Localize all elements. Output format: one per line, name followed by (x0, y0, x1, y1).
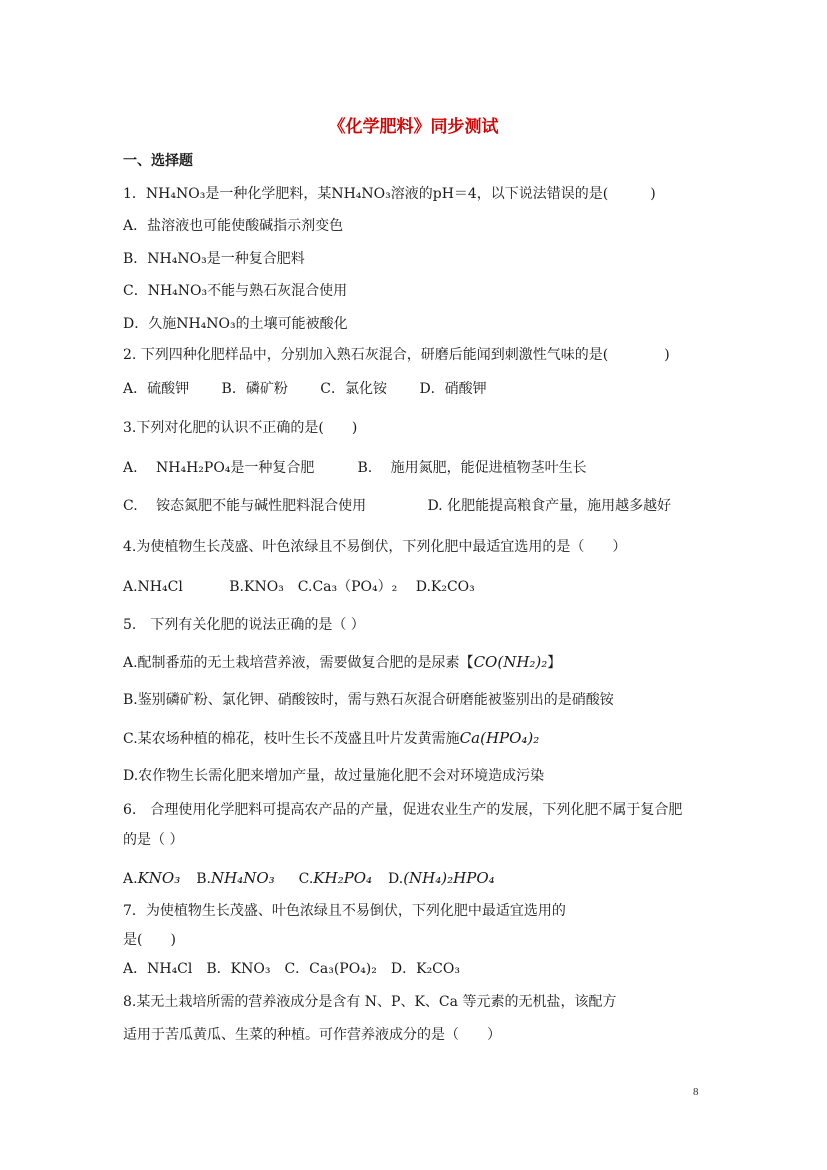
q6-option-d-formula: (NH₄)₂HPO₄ (403, 869, 495, 887)
q5-option-c-text: C.某农场种植的棉花，枝叶生长不茂盛且叶片发黄需施 (123, 731, 460, 747)
question-7-cont: 是( ) (123, 932, 176, 948)
q5-option-d: D.农作物生长需化肥来增加产量，故过量施化肥不会对环境造成污染 (123, 768, 545, 784)
q6-option-c-formula: KH₂PO₄ (313, 869, 373, 887)
question-6: 6. 合理使用化学肥料可提高农产品的产量，促进农业生产的发展，下列化肥不属于复合肥 (123, 802, 683, 818)
question-6-cont: 的是（ ） (123, 832, 184, 848)
q3-options-ab (123, 459, 727, 477)
q6-options (123, 869, 727, 888)
q5-option-c-formula: Ca(HPO₄)₂ (459, 729, 540, 747)
question-2: 2. 下列四种化肥样品中，分别加入熟石灰混合，研磨后能闻到刺激性气味的是( ) (123, 347, 670, 363)
q6-option-a-label: A. (123, 871, 138, 887)
q7-options: A．NH₄Cl B．KNO₃ C．Ca₃(PO₄)₂ D．K₂CO₃ (123, 961, 460, 977)
question-1: 1．NH₄NO₃是一种化学肥料，某NH₄NO₃溶液的pH＝4，以下说法错误的是( ) (123, 186, 656, 202)
q1-option-a: A．盐溶液也可能使酸碱指示剂变色 (123, 218, 344, 234)
question-7: 7．为使植物生长茂盛、叶色浓绿且不易倒伏，下列化肥中最适宜选用的 (123, 903, 566, 919)
q1-option-b: B．NH₄NO₃是一种复合肥料 (123, 251, 305, 267)
q1-option-c: C．NH₄NO₃不能与熟石灰混合使用 (123, 283, 348, 299)
q3-option-c: C. 铵态氮肥不能与碱性肥料混合使用 (123, 498, 367, 514)
q5-option-a-bracket: 】 (547, 655, 562, 671)
q4-options: A.NH₄Cl B.KNO₃ C.Ca₃（PO₄）₂ D.K₂CO₃ (123, 579, 475, 595)
q1-option-d: D．久施NH₄NO₃的土壤可能被酸化 (123, 316, 348, 332)
section-heading: 一、选择题 (123, 153, 193, 169)
question-8: 8.某无土栽培所需的营养液成分是含有 N、P、K、Ca 等元素的无机盐，该配方 (123, 994, 617, 1010)
q6-option-d-label: D. (388, 871, 404, 887)
q5-option-c (123, 729, 727, 748)
q5-option-a-text: A.配制番茄的无土栽培营养液，需要做复合肥的是尿素【 (123, 655, 474, 671)
q3-option-a: A. NH₄H₂PO₄是一种复合肥 (123, 460, 315, 476)
q6-option-c-label: C. (298, 871, 314, 887)
q5-option-b: B.鉴别磷矿粉、氯化钾、硝酸铵时，需与熟石灰混合研磨能被鉴别出的是硝酸铵 (123, 692, 614, 708)
q3-option-d: D. 化肥能提高粮食产量，施用越多越好 (427, 498, 672, 514)
question-3: 3.下列对化肥的认识不正确的是( ) (123, 420, 358, 436)
document-title: 《化学肥料》同步测试 (328, 117, 499, 137)
question-8-cont: 适用于苦瓜黄瓜、生菜的种植。可作营养液成分的是（ ） (123, 1027, 501, 1043)
q3-option-b: B. 施用氮肥，能促进植物茎叶生长 (357, 460, 587, 476)
question-5: 5. 下列有关化肥的说法正确的是（ ） (123, 617, 365, 633)
q3-options-cd (123, 497, 727, 515)
page-number: 8 (693, 1086, 699, 1098)
q2-options: A．硫酸钾 B．磷矿粉 C．氯化铵 D．硝酸钾 (123, 381, 487, 397)
q6-option-b-label: B. (196, 871, 211, 887)
q5-option-a-formula: CO(NH₂)₂ (473, 653, 548, 671)
question-4: 4.为使植物生长茂盛、叶色浓绿且不易倒伏，下列化肥中最适宜选用的是（ ） (123, 539, 627, 555)
q5-option-a (123, 653, 727, 672)
q6-option-a-formula: KNO₃ (137, 869, 181, 887)
q6-option-b-formula: NH₄NO₃ (210, 869, 275, 887)
